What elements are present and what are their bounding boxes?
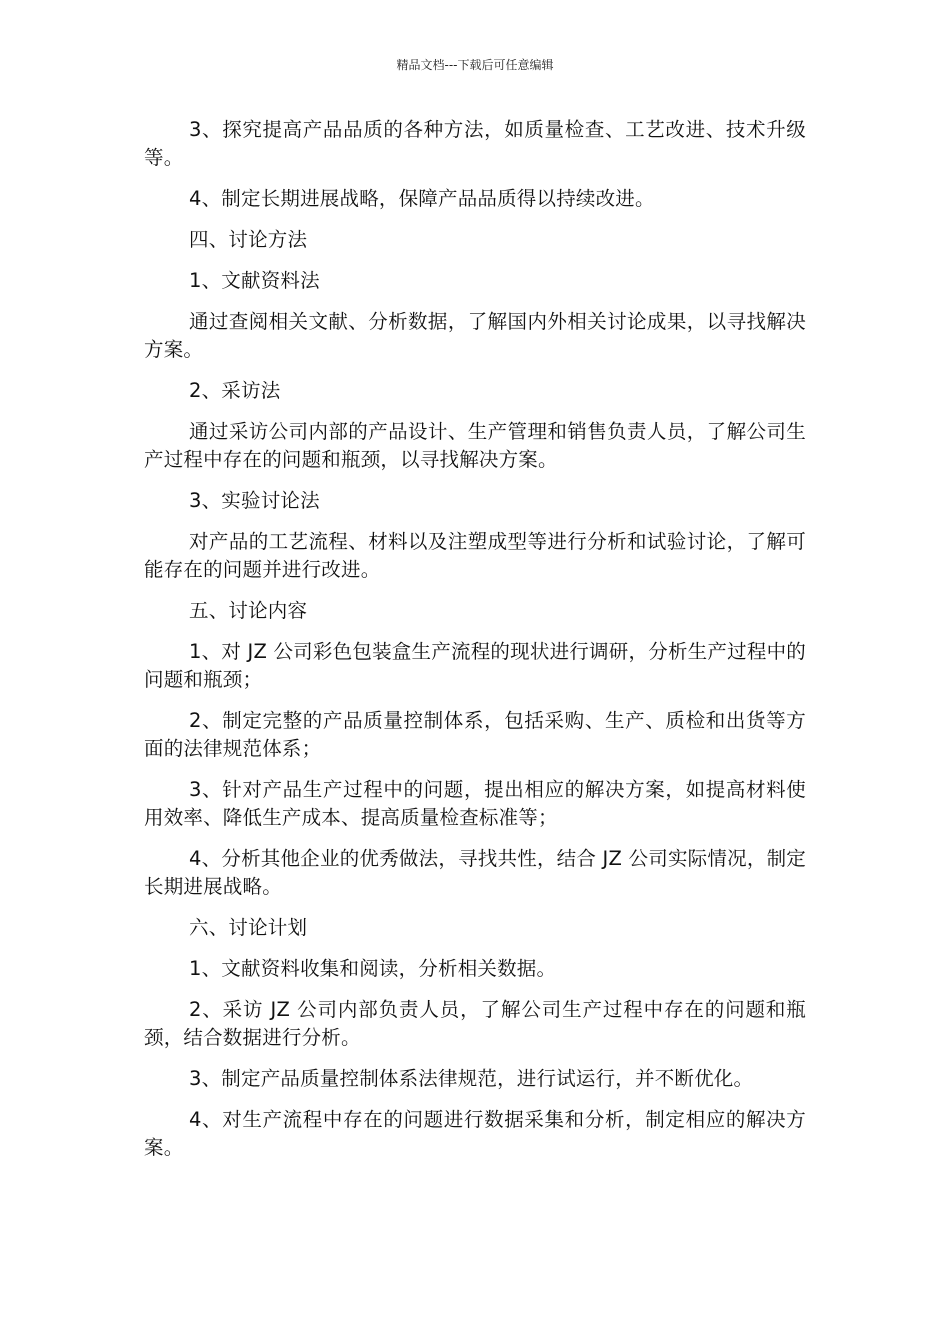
content-item-1: 1、对 JZ 公司彩色包装盒生产流程的现状进行调研，分析生产过程中的问题和瓶颈； [144,640,806,691]
content-item-2: 2、制定完整的产品质量控制体系，包括采购、生产、质检和出货等方面的法律规范体系； [144,709,806,760]
method-heading-literature: 1、文献资料法 [189,269,320,292]
section-heading-content: 五、讨论内容 [189,599,308,622]
plan-item-2: 2、采访 JZ 公司内部负责人员，了解公司生产过程中存在的问题和瓶颈，结合数据进行分析。 [144,998,806,1049]
page-header: 精品文档---下载后可任意编辑 [396,58,554,72]
method-heading-interview: 2、采访法 [189,379,281,402]
method-heading-experiment: 3、实验讨论法 [189,489,320,512]
paragraph-goal-3: 3、探究提高产品品质的各种方法，如质量检查、工艺改进、技术升级等。 [144,118,806,169]
paragraph-interview: 通过采访公司内部的产品设计、生产管理和销售负责人员，了解公司生产过程中存在的问题和瓶颈，以寻找解决方案。 [144,420,806,471]
document-body [144,116,806,1175]
paragraph-goal-4: 4、制定长期进展战略，保障产品品质得以持续改进。 [189,187,655,210]
content-item-3: 3、针对产品生产过程中的问题，提出相应的解决方案，如提高材料使用效率、降低生产成本、提高质量检查标准等； [144,778,806,829]
section-heading-methods: 四、讨论方法 [189,228,308,251]
paragraph-literature: 通过查阅相关文献、分析数据，了解国内外相关讨论成果，以寻找解决方案。 [144,310,806,361]
section-heading-plan: 六、讨论计划 [189,916,308,939]
paragraph-experiment: 对产品的工艺流程、材料以及注塑成型等进行分析和试验讨论，了解可能存在的问题并进行改进。 [144,530,806,581]
plan-item-3: 3、制定产品质量控制体系法律规范，进行试运行，并不断优化。 [189,1067,754,1090]
content-item-4: 4、分析其他企业的优秀做法，寻找共性，结合 JZ 公司实际情况，制定长期进展战略。 [144,847,806,898]
plan-item-1: 1、文献资料收集和阅读，分析相关数据。 [189,957,557,980]
plan-item-4: 4、对生产流程中存在的问题进行数据采集和分析，制定相应的解决方案。 [144,1108,806,1159]
